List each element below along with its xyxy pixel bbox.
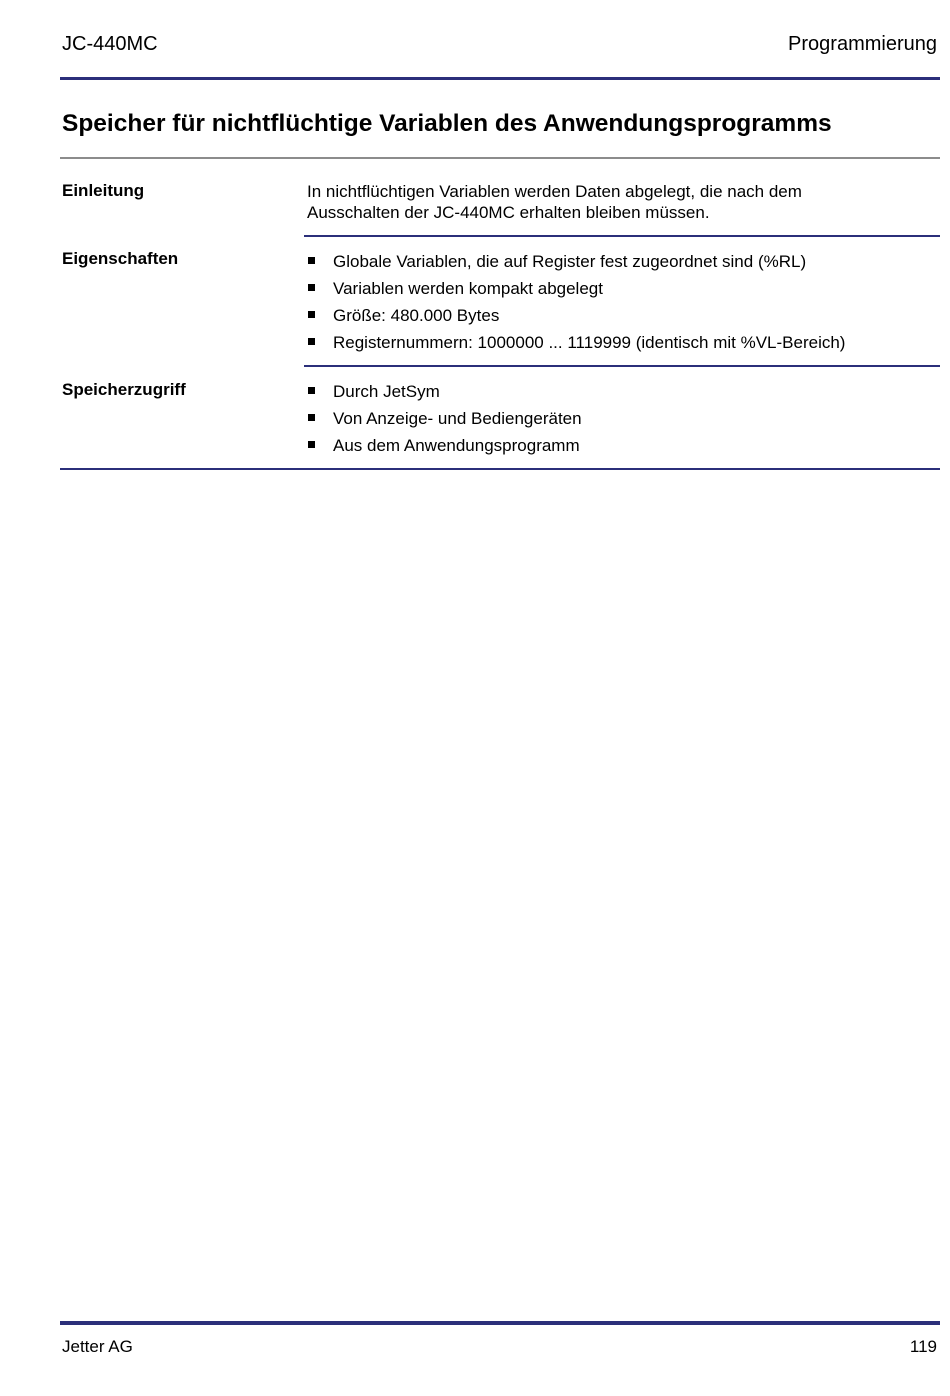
list-item-text: Aus dem Anwendungsprogramm: [333, 436, 580, 455]
einleitung-text-line: Ausschalten der JC-440MC erhalten bleiben müssen.: [307, 203, 710, 222]
list-item-text: Durch JetSym: [333, 382, 440, 401]
page-title: Speicher für nichtflüchtige Variablen des Anwendungsprogramms: [62, 110, 832, 137]
speicherzugriff-list: [307, 378, 582, 459]
list-item: [307, 275, 845, 302]
title-rule: [60, 157, 940, 159]
list-item-text: Von Anzeige- und Bediengeräten: [333, 409, 582, 428]
list-item: [307, 378, 582, 405]
list-item: [307, 405, 582, 432]
list-item: [307, 329, 845, 356]
list-item-text: Registernummern: 1000000 ... 1119999 (identisch mit %VL-Bereich): [333, 333, 846, 352]
einleitung-text-line: In nichtflüchtigen Variablen werden Daten abgelegt, die nach dem: [307, 182, 802, 201]
list-item-text: Globale Variablen, die auf Register fest zugeordnet sind (%RL): [333, 252, 807, 271]
header-chapter-name: Programmierung: [788, 33, 937, 55]
bullet-icon: [308, 441, 315, 448]
list-item: [307, 248, 845, 275]
list-item: [307, 432, 582, 459]
eigenschaften-list: [307, 248, 845, 356]
page-number: 119: [909, 1337, 937, 1356]
einleitung-label: Einleitung: [62, 181, 145, 200]
list-item: [307, 302, 845, 329]
row-divider: [304, 365, 940, 367]
einleitung-text: [307, 181, 927, 223]
list-item-text: Variablen werden kompakt abgelegt: [333, 279, 603, 298]
header-rule: [60, 77, 940, 80]
bullet-icon: [308, 311, 315, 318]
footer-company: Jetter AG: [62, 1337, 133, 1356]
bullet-icon: [308, 284, 315, 291]
bullet-icon: [308, 414, 315, 421]
eigenschaften-label: Eigenschaften: [62, 249, 179, 268]
bullet-icon: [308, 257, 315, 264]
footer-rule: [60, 1321, 940, 1325]
bullet-icon: [308, 387, 315, 394]
row-divider: [304, 235, 940, 237]
bullet-icon: [308, 338, 315, 345]
header-product-name: JC-440MC: [62, 33, 158, 55]
list-item-text: Größe: 480.000 Bytes: [333, 306, 500, 325]
speicherzugriff-label: Speicherzugriff: [62, 380, 186, 399]
section-end-rule: [60, 468, 940, 470]
